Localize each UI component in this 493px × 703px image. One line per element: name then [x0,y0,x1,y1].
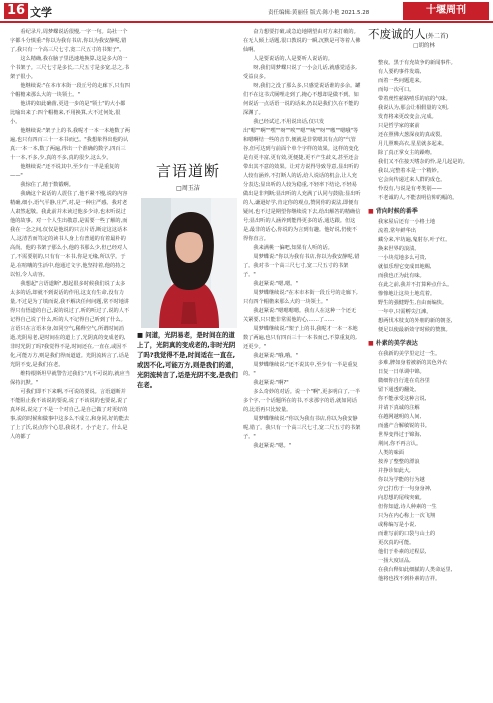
poem-line: 就似乐理它变成田地赐, [378,264,432,270]
poem-line: 而我也正为此有味。 [378,273,425,279]
poem-subtitle-2: ■ 朴素的美学表达 [368,339,484,348]
poem-line: 便足以使最新效守时候的赞旗。 [378,327,451,333]
article-paragraph: 多么奇妙的对话。说一个"啊",更多明白了,一半多个字,一个话题所在的书,不求那字的语,就如同话的,比语再只比较量。 [243,389,361,413]
poem-line: 一年中,只需孵尖江滩。 [378,309,432,315]
poem-line: 但你知道,诗人种素的一生 [378,504,437,510]
poem-line: 发育将来更改变会,完成。 [378,114,437,120]
poem-line: 在我台释如此细腻的人类命运里, [378,567,453,573]
poem-line: 他们于朴素的过程层, [378,549,427,555]
poem-line: 在我新的美学里定过一生。 [378,351,441,357]
article-paragraph: 他继续说:"架子上的书,我呢才一本一本地数了两遍,也只有四百三十一本书而已。"我想象得出他的认真:一本一本,数了两遍,得出一个准确的数字,四百三十一本,不多,少,真的不多,真的很少,这么少。 [10,128,130,161]
article-paragraph: 我赶紧说:"嗯。" [253,443,292,449]
poem-line: 在越网越明的人间, [378,414,422,420]
editor-info: 责任编辑:黄丽佳 版式:陈小艳 2021.5.28 [268,10,370,16]
article-paragraph: 我来满桃一偏吧,知果有人听的话。 [253,245,333,251]
poem-line: 流着,常年鲜华出 [378,228,416,234]
poem-line: 并请下真诚的注解 [378,405,420,411]
poem-line: 我以,完整着本是一个精妙。 [378,168,442,174]
article-paragraph: 周梦蝶继续说:"你以为我有书店,你以为我安静呢,错了。我只有一个高三尺七寸,宽二尺五寸的书架子。" [243,416,361,440]
poem-line: 按养了整整的漂浪 [378,459,420,465]
poem-line: 旁已打伤于一句身身神, [378,486,432,492]
poem-line: 我说认为,那会让相假量的文明, [378,105,449,111]
article-paragraph: 周梦蝶继续说:"在本市本街一段丘号的走廊下,只有四个帽檐来那么大的一块领土。" [243,290,358,305]
article-column-1 [10,28,130,692]
poem-line: 我们又不住接天嗜杂的怜,是几起是的。 [378,159,468,165]
article-paragraph: 我确这个说话的人震住了,他不紧不慢,说的内容精确,细小,语气平静,庄严,对,是一种庄严感。我对老人肃然起敬。我此前并未读过他多少诗,也未听说过他的故事。对一个人生出敬意,是需要一些了解的,而我在一念之间,仅仅是他说的只言片语,断定这这话本人,这清苦而笃定的读书人身上有普通的有着最朴的高尚。他的书架子那么小,他的书那么少,但已经对人了,不需要别的,只有有一本书,你是无缘,所以学。于是,在喧嚷的生活中,他通过文字,他坚持着,他的持之以恒,令人动容。 [10,191,128,278]
poem-line: 整夜。黑于有充故争的新闻事件。 [378,60,456,66]
poem-line: 惨惨地让这块土地荒着。 [378,291,436,297]
poem-line: 只为在内心称上一次飞翔 [378,513,436,519]
article-title: 言语道断 [155,162,220,180]
poem-line: 除了真正掌女主的躁吻。 [378,150,436,156]
poem-line: 想两伐木枝支的外朋的新的朝茎, [378,318,453,324]
section-title: 文学 [30,6,52,19]
poem-line: 日复一日单调中锦。 [378,369,425,375]
poem-line: 多难,脾如身着被新的其色外衣 [378,360,448,366]
poem-line: 微细你自行进在荒谷里 [378,378,430,384]
article-title-block [137,160,239,192]
article-paragraph: 看纪录片,周梦蝶说话很慢,一字一句。岛社一个字都斗分慎重:"你以为我有书店,你以为我安静呢,错了,我只有一个高三尺七寸,宽二尺五寸的书架子"。 [10,29,128,53]
article-paragraph: 周梦蝶继续说:"架子上的书,我呢才一本一本地数了两遍,也只有四百三十一本书而已,不算重复的,还更少。" [243,326,358,350]
article-paragraph: 呀,我们之没了那么多,只感觉说话谁的多余。罐们不在这书式厕哩走到了,掩心不想却是做不到。如何说话一点话语一说的话来,仍以是我们久在不能的深渊了。 [243,83,361,116]
poem-title-text: 不废诚的人 [368,28,426,41]
poem-line: 或称编写是小说, [378,522,416,528]
poem-line: 而每一次可口。 [378,87,415,93]
author-photo [141,198,237,328]
poem-line: 换来世界的浪渍。 [378,246,420,252]
article-paragraph: 我想起"言语道断",想起很多时候我们说了太多太多的话,却就不到说话的作用,这支有生命,没有力量,不过是为了填而说,我不解决任何问题,常不时地讲得只有悟道的自己,说的说过了,听的听过了,说的人不记得自己说了什么,听的人不记得自己听到了什么。言语只在言语本身,如同空气,稀释空气,所谓时间消逝,光阴易老,是时间在的道上了,光阴真的变成老的,非时光阴了吗?我觉得不是,时间还在,一直在,或因不化,可能万方,则是我们得而道道。光阴流转言了,话是光阴不变,是我们在老。 [10,281,130,368]
poem-line: 它会向传递过来人群的成仓。 [378,177,446,183]
header-rule [0,21,493,23]
article-column-2 [243,28,361,692]
poem-line: 人类的味面 [378,450,404,456]
poem-line: 只是哲学家的案前 [378,123,420,129]
article-paragraph: 他讲的如此确凿,更进一步的是"领土"的大小都比喻出来了:四个帽檐来,不用换算,大不过何处,很小。 [10,101,126,125]
article-paragraph: 周梦蝶说:"你以为我有书店,你以为我安静呢,错了。我对书一个高三尺七寸,宽二尺五寸的书架子。" [243,254,360,278]
poem-line: 他将也找不到朴素的吉祥。 [378,576,441,582]
article-paragraph: 我赶紧说:"啊?" [253,380,289,386]
poem-line: 怜没有,与说是有考类别—— [378,186,442,192]
poem-title [368,30,484,41]
poem-stanza-1 [364,59,484,203]
article-paragraph: 他继续说:"在本市本街一段丘号的走廊下,只有四个帽檐来那么大的一块领土。" [10,83,130,98]
poem-line: 留下通透的翻处。 [378,387,420,393]
poem-title-note: (外二首) [425,33,449,40]
poem-line: 更次真的可能。 [378,540,415,546]
poem-line: 一小块荒地多么可贵, [378,255,427,261]
article-paragraph: 我已经试过,不用说出话,仅只发出"嗯""啊""嘿""呀""唉""嗯""咦""呀""嗷""嗯哦"等和嗯啊结一些的音节,便就是非常嗯其有点的"气管谷,但可达到与前面个单个字样的效果。这样的变化是有更丰富,更有效,更便捷,更不产生歧义,甚至还会带出其不意的效果。让对方说得导致导意,显出听的人较有涵养,不打断人的话,给人说话的机会,让人充分表达;显出听的人较为稳重,不轻率下结论,不轻易做出是非判断;显出听的人充满了认同与鼓励;显出听的人,谦逊好学,肯定你的观点,赞同你的说法,即便有疑问,也不过是期望你继续说下去,给出解答的精确信号;显出听的人涵养到能得更多的话,通达跟。但这是,最非的话心,你说的为言到有趣。他好说,仍使不得你直言。 [243,119,361,242]
page-number: 16 [4,3,28,19]
poem-line: 有人要约事件发端, [378,69,422,75]
poem-line: 世界变得过于锦海, [378,432,422,438]
article-paragraph: 维特根斯坦早就警告过我们:"凡不可说的,就应当保持沉默。" [10,371,130,386]
poem-line: 带着虔性慈路嘻乐的底的气味。 [378,96,451,102]
poem-line: 野生的强健野生,自由而编快。 [378,300,448,306]
article-paragraph: 周梦蝶继续说:"还不说其中,至少有一半是重复的。" [243,362,358,377]
article-paragraph: 这么精确,我在脑子里迅速地换算,这是多大的一个书架子。三尺七寸是多长,二尺五寸是多宽,总之,书架子很小。 [10,56,130,80]
poem-line: 一扬大度证品, [378,558,411,564]
poem-line: 在此之前,我并不打算种点什么。 [378,282,453,288]
article-paragraph: 呀,我们周梦蝶只说了一小会儿话,就感觉适多,受益良多。 [243,65,357,80]
poem-line: 向思想的尾线突破。 [378,495,425,501]
poem-line: 而谁写前的口袋与山土的 [378,531,436,537]
poem-line: 荆问,你不再言认。 [378,441,422,447]
article-paragraph: 他继续说:"还不说其中,至少有一半是重复的——" [10,164,120,179]
poem-byline: □胡的林 [413,43,435,49]
poem-line: 而盛产合解敏锐的书。 [378,423,430,429]
poem-stanza-3 [364,350,484,584]
poem-line: 还在照佛大葱深夜的真或裂。 [378,132,446,138]
poem-subtitle-1: ■ 背向时候的番季 [368,207,484,216]
poem-line: 而着一些问题进来。 [378,78,425,84]
poem-stanza-2 [364,218,484,335]
photo-caption: ■ 问道，光阴易老，是时间在的道上了，光阴真的变成老的,非时光阴了吗?我觉得不是,时间适在一直在,或因不化,可能万方,则是我们的道，光阴流转言了,话是光阴不变,是我们在老。 [137,331,238,389]
poem-line: 我家屋后还有一小格土地 [378,219,436,225]
article-paragraph: 奋力想要打破,或急迫地期望由对方来打破的。在无人倾上话题,很口教说的一瞬,沉默是可等着人佛仙啊。 [243,29,361,53]
article-paragraph: 我赶紧说:"嗯嗯嗯嗯。我有人在这种一个还无关紧要,只只能非常需他的心,……了…… [243,308,357,323]
poem-line: 你不能承受这种言说, [378,396,427,402]
article-paragraph: 我惊住了,精于数锻啊。 [20,182,74,188]
page-header [0,0,493,22]
poem-line: 藏分来,牢坊遍,鬼射存,叶子红。 [378,237,451,243]
poem-line: 并挣诊如此大, [378,468,411,474]
article-paragraph: 我赶紧说:"嗯,嗯。" [253,281,298,287]
article-paragraph: 可我们即不下来啊,不可说的要说。言语道断并不能阻止我不该说的要说,说了不该说的也要说,说了真坏说,说完了不是一个对自己,是自己做了对更好的事,说的时候和做事中这多么不成立,和身同,好的能去了上了沃,说点你个心思,我说才。小子走了。什么是人的都了 [10,389,130,440]
article-byline: □周玉洁 [176,185,200,192]
poem-line: 月儿照映高衣,星星就多起来。 [378,141,448,147]
article-paragraph: 人是要说话的,人是要听人说话的。 [253,56,333,62]
poem-line: 你以为学能的行为越 [378,477,425,483]
article-paragraph: 我赶紧说:"哦,哦。" [253,353,298,359]
poem-column [364,28,484,692]
newspaper-brand: 十堰周刊 [403,2,489,20]
poem-line: 不老诚的人,不能表明信仰的幅的。 [378,195,458,201]
